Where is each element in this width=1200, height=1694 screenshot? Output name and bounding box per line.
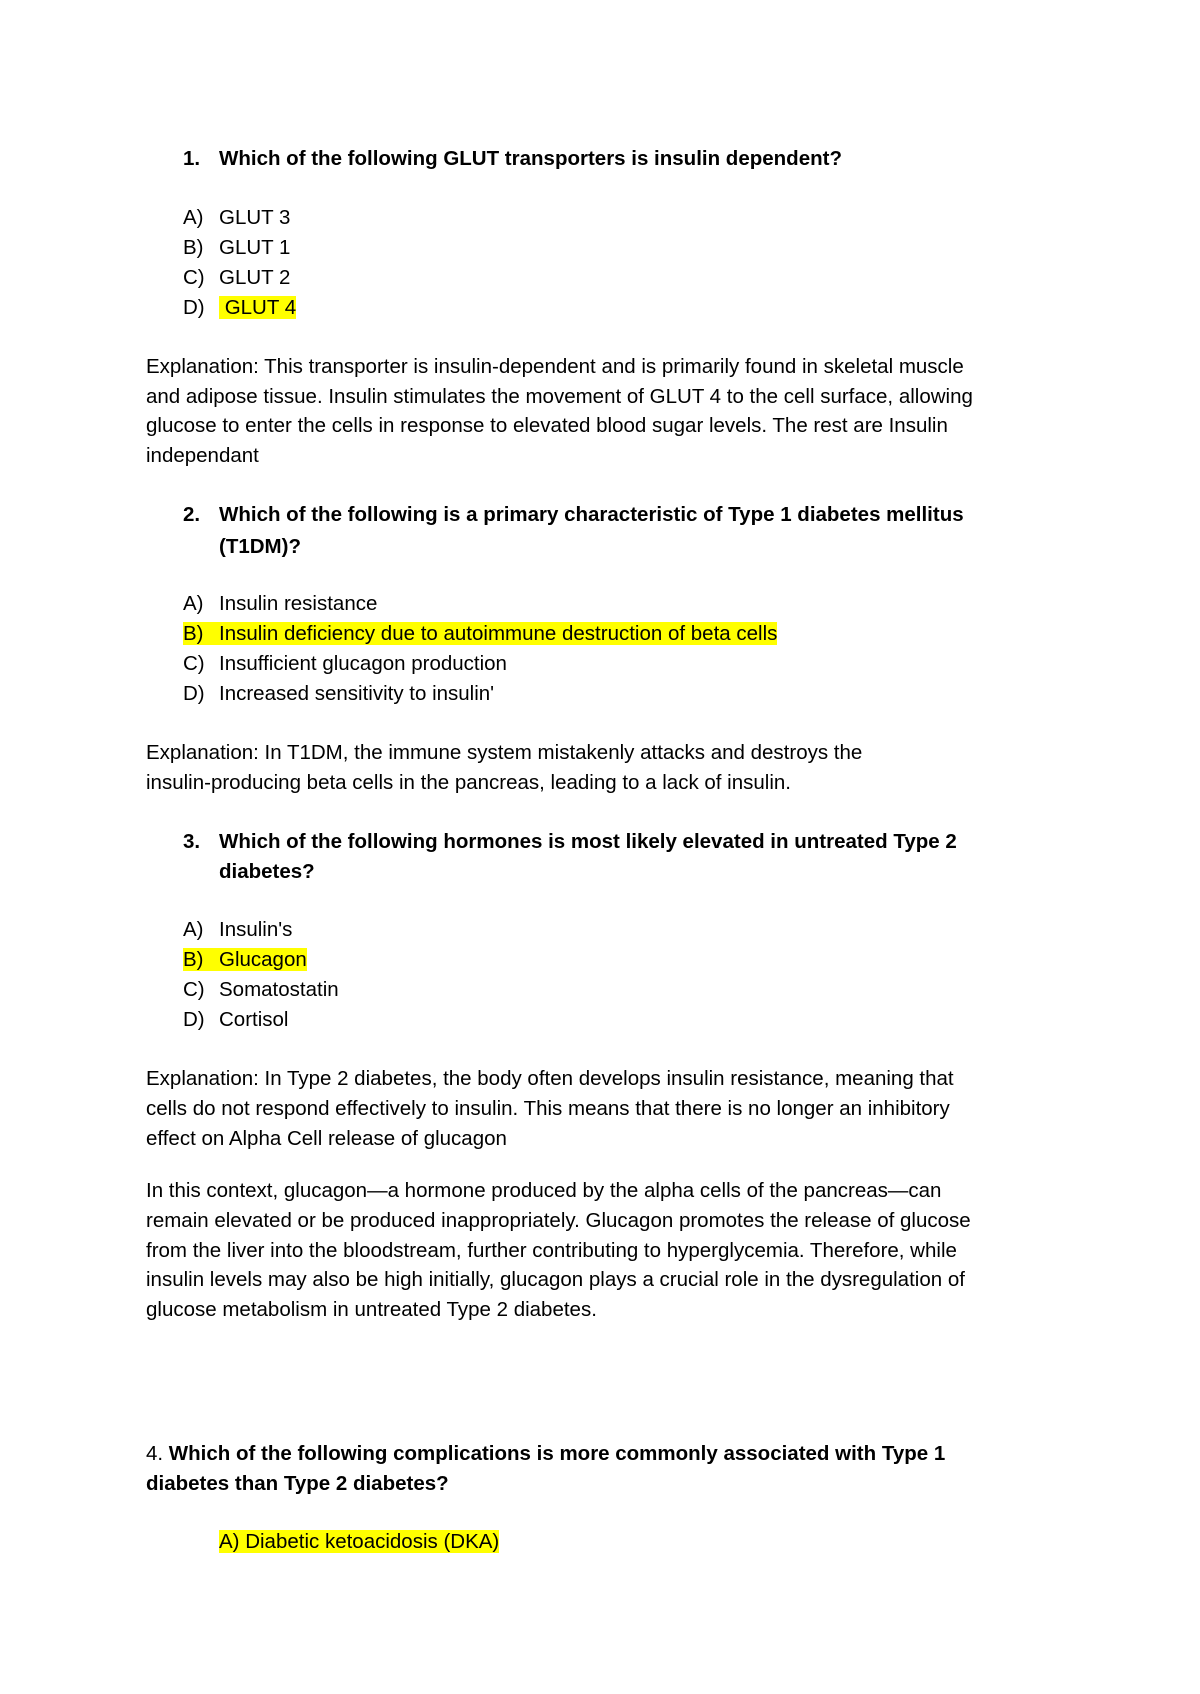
option-letter: C) <box>183 266 205 289</box>
correct-answer-highlight: GLUT 4 <box>219 296 297 319</box>
q3-explanation-line-2: cells do not respond effectively to insulin. This means that there is no longer an inhibitory <box>146 1097 950 1120</box>
q1-explanation-line-4: independant <box>146 444 259 467</box>
q3-option-a <box>183 919 292 941</box>
option-letter: A) <box>183 592 204 615</box>
option-text: Increased sensitivity to insulin' <box>219 682 495 705</box>
option-letter: D) <box>183 1008 205 1031</box>
q1-question <box>183 148 842 170</box>
q3-explanation-line-1: Explanation: In Type 2 diabetes, the body often develops insulin resistance, meaning that <box>146 1067 954 1090</box>
option-text: Insulin resistance <box>219 592 378 615</box>
correct-answer-highlight <box>183 948 307 971</box>
option-text: GLUT 2 <box>219 266 291 289</box>
option-letter: A) <box>183 206 204 229</box>
q2-number: 2. <box>183 503 201 526</box>
option-letter: B) <box>183 236 204 259</box>
q1-option-d <box>183 297 296 319</box>
option-text: Insufficient glucagon production <box>219 652 507 675</box>
option-letter: D) <box>183 296 205 319</box>
q3-option-d <box>183 1009 289 1031</box>
correct-answer-highlight: A) Diabetic ketoacidosis (DKA) <box>219 1530 500 1553</box>
option-letter: B) <box>183 622 204 645</box>
q3-option-b <box>183 949 307 971</box>
q2-option-a <box>183 593 377 615</box>
q3-question-line-2: diabetes? <box>219 860 315 883</box>
q4-question-text: Which of the following complications is more commonly associated with Type 1 <box>168 1442 946 1465</box>
q3-paragraph-line-1: In this context, glucagon—a hormone produced by the alpha cells of the pancreas—can <box>146 1179 942 1202</box>
option-letter: A) <box>183 918 204 941</box>
q1-option-b <box>183 237 290 259</box>
q3-question-line-1 <box>183 831 957 853</box>
q1-explanation-line-3: glucose to enter the cells in response to elevated blood sugar levels. The rest are Insulin <box>146 414 948 437</box>
q1-question-text: Which of the following GLUT transporters is insulin dependent? <box>219 147 842 170</box>
q2-question-text: Which of the following is a primary characteristic of Type 1 diabetes mellitus <box>219 503 964 526</box>
option-text: Glucagon <box>219 948 307 971</box>
q3-paragraph-line-5: glucose metabolism in untreated Type 2 diabetes. <box>146 1298 597 1321</box>
option-text: Somatostatin <box>219 978 339 1001</box>
option-text: Insulin's <box>219 918 293 941</box>
q2-question-line-2: (T1DM)? <box>219 535 301 558</box>
q3-number: 3. <box>183 830 201 853</box>
q3-paragraph-line-2: remain elevated or be produced inappropriately. Glucagon promotes the release of glucose <box>146 1209 971 1232</box>
q4-question-line-2: diabetes than Type 2 diabetes? <box>146 1472 449 1495</box>
q3-question-text: Which of the following hormones is most likely elevated in untreated Type 2 <box>219 830 957 853</box>
q2-option-d <box>183 683 494 705</box>
q3-paragraph-line-4: insulin levels may also be high initially, glucagon plays a crucial role in the dysregulation of <box>146 1268 965 1291</box>
q3-explanation-line-3: effect on Alpha Cell release of glucagon <box>146 1127 507 1150</box>
q2-explanation-line-1: Explanation: In T1DM, the immune system mistakenly attacks and destroys the <box>146 741 863 764</box>
q1-explanation-line-1: Explanation: This transporter is insulin-dependent and is primarily found in skeletal muscle <box>146 355 964 378</box>
q4-question-line-1 <box>146 1443 945 1465</box>
q2-question-line-1 <box>183 504 964 526</box>
q4-answer <box>219 1531 499 1553</box>
q3-paragraph-line-3: from the liver into the bloodstream, further contributing to hyperglycemia. Therefore, while <box>146 1239 957 1262</box>
q4-number: 4. <box>146 1442 169 1465</box>
option-letter: D) <box>183 682 205 705</box>
q2-explanation-line-2: insulin-producing beta cells in the pancreas, leading to a lack of insulin. <box>146 771 791 794</box>
q2-option-c <box>183 653 507 675</box>
option-letter: C) <box>183 652 205 675</box>
option-text: Insulin deficiency due to autoimmune destruction of beta cells <box>219 622 778 645</box>
option-letter: B) <box>183 948 204 971</box>
q1-option-c <box>183 267 290 289</box>
correct-answer-highlight <box>183 622 777 645</box>
option-letter: C) <box>183 978 205 1001</box>
option-text: GLUT 1 <box>219 236 291 259</box>
option-text: GLUT 3 <box>219 206 291 229</box>
q1-explanation-line-2: and adipose tissue. Insulin stimulates the movement of GLUT 4 to the cell surface, allowing <box>146 385 973 408</box>
q1-number: 1. <box>183 147 201 170</box>
q1-option-a <box>183 207 290 229</box>
q2-option-b <box>183 623 777 645</box>
q3-option-c <box>183 979 339 1001</box>
option-text: Cortisol <box>219 1008 289 1031</box>
